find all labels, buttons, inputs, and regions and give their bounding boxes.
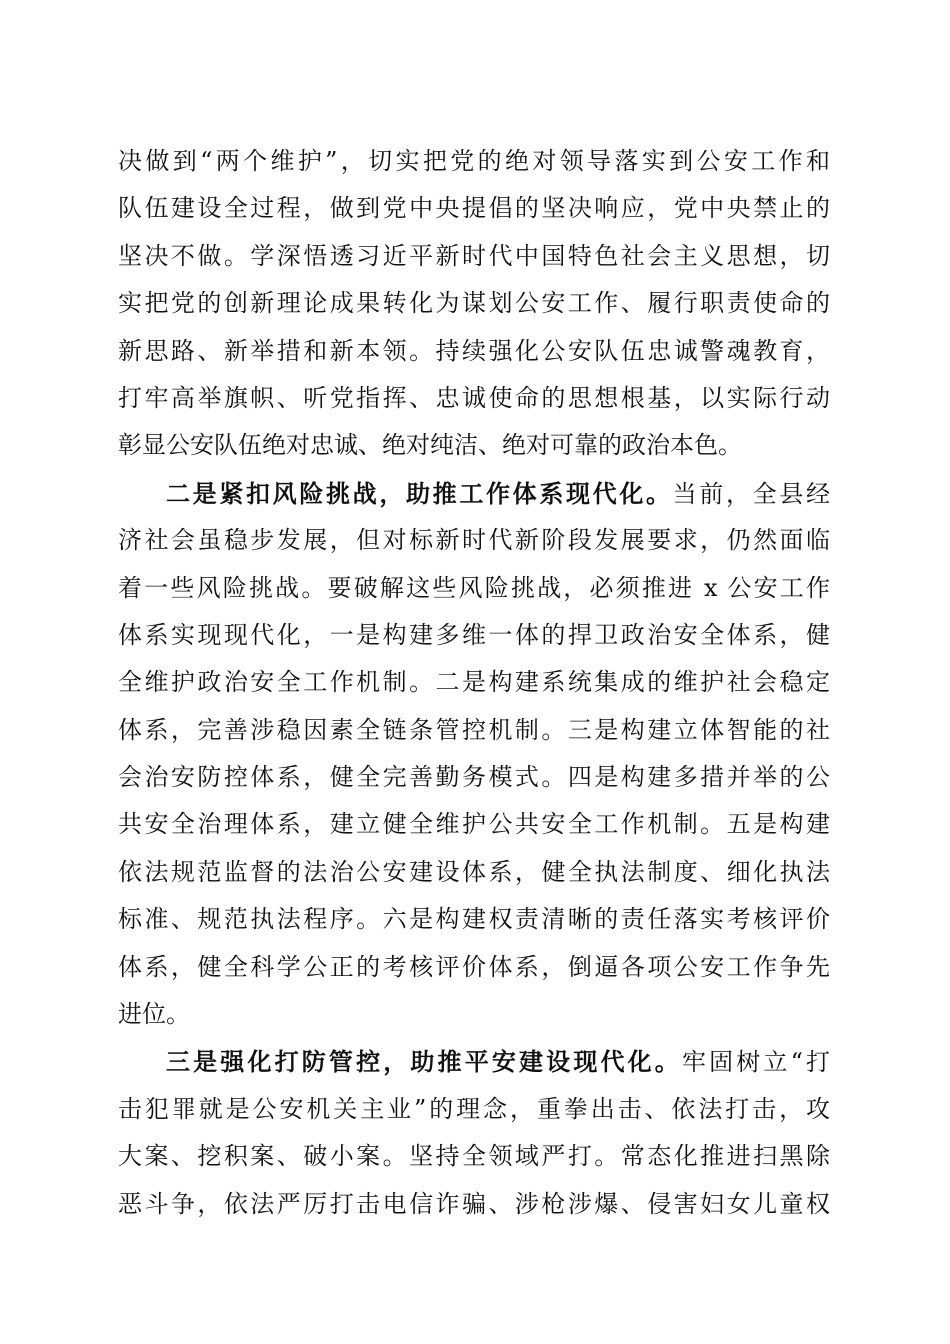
text-line: 会治安防控体系，健全完善勤务模式。四是构建多措并举的公 — [118, 763, 830, 792]
text-line: 济社会虽稳步发展，但对标新时代新阶段发展要求，仍然面临 — [118, 526, 830, 555]
paragraph-1 — [118, 138, 830, 470]
text-line: 彰显公安队伍绝对忠诚、绝对纯洁、绝对可靠的政治本色。 — [118, 431, 742, 460]
text-run: 牢固树立“打 — [681, 1048, 830, 1077]
text-line: 共安全治理体系，建立健全维护公共安全工作机制。五是构建 — [118, 810, 830, 839]
text-line: 坚决不做。学深悟透习近平新时代中国特色社会主义思想，切 — [118, 241, 830, 270]
text-run: 当前，全县经 — [672, 479, 831, 508]
text-line: 击犯罪就是公安机关主业”的理念，重拳出击、依法打击，攻 — [118, 1094, 830, 1123]
text-line: 大案、挖积案、破小案。坚持全领域严打。常态化推进扫黑除 — [118, 1142, 830, 1171]
text-line: 恶斗争，依法严厉打击电信诈骗、涉枪涉爆、侵害妇女儿童权 — [118, 1189, 830, 1218]
text-line: 标准、规范执法程序。六是构建权责清晰的责任落实考核评价 — [118, 905, 830, 934]
text-line: 新思路、新举措和新本领。持续强化公安队伍忠诚警魂教育， — [118, 336, 830, 365]
text-line: 进位。 — [118, 1000, 190, 1029]
paragraph-heading: 二是紧扣风险挑战，助推工作体系现代化。 — [166, 478, 673, 508]
text-line — [118, 470, 830, 517]
text-line: 全维护政治安全工作机制。二是构建系统集成的维护社会稳定 — [118, 668, 830, 697]
paragraph-heading: 三是强化打防管控，助推平安建设现代化。 — [166, 1047, 682, 1077]
text-line: 决做到“两个维护”，切实把党的绝对领导落实到公安工作和 — [118, 147, 830, 175]
text-line: 体系，完善涉稳因素全链条管控机制。三是构建立体智能的社 — [118, 715, 830, 744]
text-line: 队伍建设全过程，做到党中央提倡的坚决响应，党中央禁止的 — [118, 194, 830, 223]
text-line: 体系，健全科学公正的考核评价体系，倒逼各项公安工作争先 — [118, 952, 830, 981]
text-line: 依法规范监督的法治公安建设体系，健全执法制度、细化执法 — [118, 857, 830, 886]
text-line: 实把党的创新理论成果转化为谋划公安工作、履行职责使命的 — [118, 289, 830, 318]
text-line — [118, 1038, 830, 1085]
text-line: 着一些风险挑战。要破解这些风险挑战，必须推进 x 公安工作 — [118, 573, 830, 602]
text-line: 打牢高举旗帜、听党指挥、忠诚使命的思想根基，以实际行动 — [118, 383, 830, 412]
paragraph-3 — [118, 1038, 830, 1228]
paragraph-2 — [118, 470, 830, 1039]
document-body — [118, 138, 830, 1228]
text-line: 体系实现现代化，一是构建多维一体的捍卫政治安全体系，健 — [118, 620, 830, 649]
